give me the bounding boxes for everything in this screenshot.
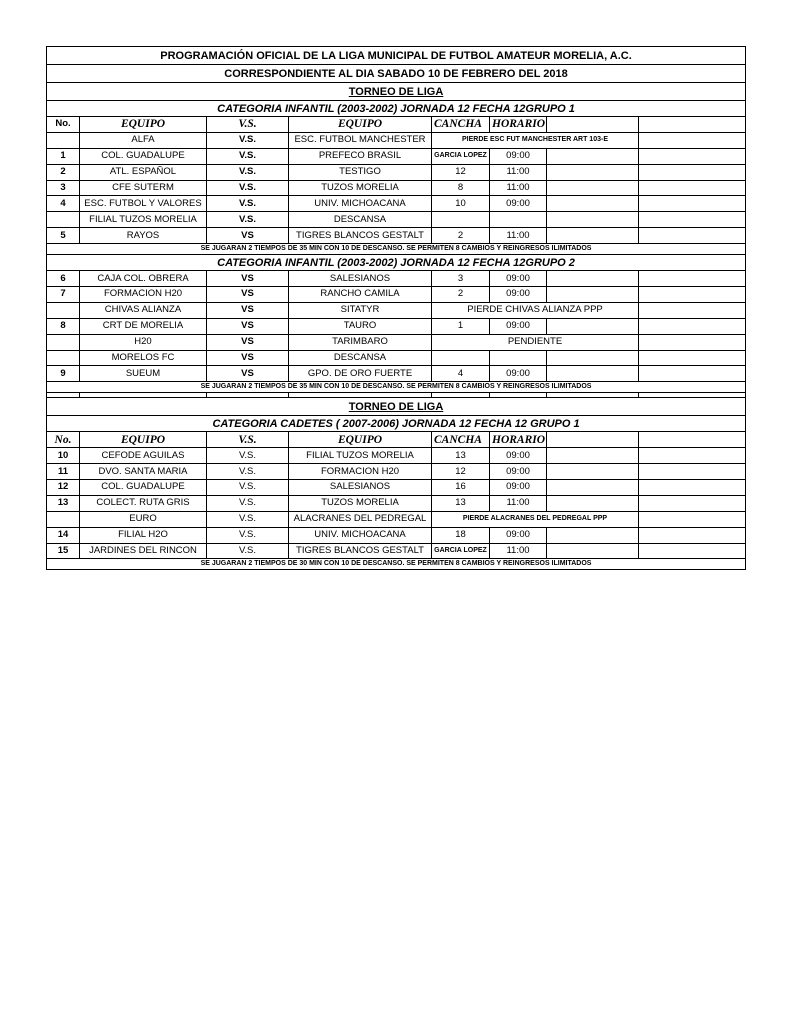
match-number [47,302,80,318]
home-team: COL. GUADALUPE [80,480,207,496]
blank-cell [639,196,746,212]
footnote: SE JUGARAN 2 TIEMPOS DE 30 MIN CON 10 DE DESCANSO. SE PERMITEN 8 CAMBIOS Y REINGRESOS ILIMITADOS [47,559,746,570]
blank-cell [547,543,639,559]
vs-label: V.S. [207,464,289,480]
away-team: DESCANSA [289,350,432,366]
blank-cell [639,148,746,164]
home-team: JARDINES DEL RINCON [80,543,207,559]
torneo-label: TORNEO DE LIGA [47,398,746,416]
blank-cell [639,132,746,148]
blank-cell [547,350,639,366]
match-note: PIERDE ESC FUT MANCHESTER ART 103-E [432,132,639,148]
away-team: UNIV. MICHOACANA [289,196,432,212]
horario-value: 11:00 [490,495,547,511]
match-number: 11 [47,464,80,480]
blank-cell [639,543,746,559]
home-team: CEFODE AGUILAS [80,448,207,464]
match-number: 3 [47,180,80,196]
match-row [47,271,746,287]
match-number [47,511,80,527]
match-row [47,448,746,464]
home-team: FILIAL H2O [80,527,207,543]
cancha-value: 16 [432,480,490,496]
match-row [47,495,746,511]
match-row [47,164,746,180]
footnote: SE JUGARAN 2 TIEMPOS DE 35 MIN CON 10 DE DESCANSO. SE PERMITEN 8 CAMBIOS Y REINGRESOS ILIMITADOS [47,382,746,393]
match-number: 2 [47,164,80,180]
horario-value [490,350,547,366]
blank-cell [547,196,639,212]
away-team: RANCHO CAMILA [289,287,432,303]
blank-cell [547,432,639,448]
blank-cell [639,480,746,496]
blank-cell [547,448,639,464]
horario-value: 09:00 [490,480,547,496]
match-row [47,180,746,196]
cancha-value: 10 [432,196,490,212]
blank-cell [547,117,639,133]
schedule-body [47,47,746,570]
home-team: COL. GUADALUPE [80,148,207,164]
blank-cell [639,511,746,527]
vs-label: V.S. [207,164,289,180]
match-row [47,318,746,334]
vs-label: V.S. [207,495,289,511]
blank-cell [547,480,639,496]
away-team: UNIV. MICHOACANA [289,527,432,543]
header-horario: HORARIO [490,117,547,133]
away-team: TIGRES BLANCOS GESTALT [289,543,432,559]
home-team: ATL. ESPAÑOL [80,164,207,180]
match-row [47,350,746,366]
home-team: ESC. FUTBOL Y VALORES [80,196,207,212]
match-note: PIERDE ALACRANES DEL PEDREGAL PPP [432,511,639,527]
match-row [47,366,746,382]
away-team: FILIAL TUZOS MORELIA [289,448,432,464]
blank-cell [639,334,746,350]
page-subtitle: CORRESPONDIENTE AL DIA SABADO 10 DE FEBRERO DEL 2018 [47,65,746,83]
blank-cell [547,228,639,244]
horario-value [490,212,547,228]
vs-label: VS [207,318,289,334]
blank-cell [639,495,746,511]
blank-cell [547,212,639,228]
header-cancha: CANCHA [432,432,490,448]
vs-label: VS [207,271,289,287]
horario-value: 11:00 [490,228,547,244]
home-team: RAYOS [80,228,207,244]
match-number: 14 [47,527,80,543]
blank-cell [639,527,746,543]
blank-cell [547,271,639,287]
away-team: TARIMBARO [289,334,432,350]
horario-value: 09:00 [490,366,547,382]
blank-cell [639,228,746,244]
vs-label: VS [207,287,289,303]
blank-cell [639,350,746,366]
match-row [47,543,746,559]
blank-cell [639,180,746,196]
away-team: SALESIANOS [289,271,432,287]
vs-label: VS [207,350,289,366]
vs-label: V.S. [207,148,289,164]
cancha-value: 18 [432,527,490,543]
blank-cell [639,271,746,287]
cancha-value: GARCIA LOPEZ [432,543,490,559]
match-number: 8 [47,318,80,334]
blank-cell [547,287,639,303]
blank-cell [547,495,639,511]
vs-label: VS [207,228,289,244]
vs-label: V.S. [207,448,289,464]
horario-value: 09:00 [490,287,547,303]
home-team: CAJA COL. OBRERA [80,271,207,287]
home-team: DVO. SANTA MARIA [80,464,207,480]
vs-label: V.S. [207,212,289,228]
blank-cell [639,287,746,303]
category-title: CATEGORIA INFANTIL (2003-2002) JORNADA 12 FECHA 12GRUPO 2 [47,255,746,271]
blank-cell [639,464,746,480]
vs-label: VS [207,366,289,382]
home-team: CHIVAS ALIANZA [80,302,207,318]
header-equipo: EQUIPO [80,432,207,448]
torneo-label: TORNEO DE LIGA [47,83,746,101]
horario-value: 11:00 [490,164,547,180]
cancha-value: 13 [432,448,490,464]
page-title: PROGRAMACIÓN OFICIAL DE LA LIGA MUNICIPAL DE FUTBOL AMATEUR MORELIA, A.C. [47,47,746,65]
match-number [47,334,80,350]
match-row [47,228,746,244]
match-row [47,464,746,480]
vs-label: V.S. [207,132,289,148]
match-number [47,132,80,148]
blank-cell [547,164,639,180]
horario-value: 09:00 [490,448,547,464]
away-team: TESTIGO [289,164,432,180]
home-team: MORELOS FC [80,350,207,366]
cancha-value: 12 [432,164,490,180]
home-team: COLECT. RUTA GRIS [80,495,207,511]
vs-label: VS [207,302,289,318]
blank-cell [547,464,639,480]
category-title: CATEGORIA INFANTIL (2003-2002) JORNADA 12 FECHA 12GRUPO 1 [47,101,746,117]
blank-cell [547,366,639,382]
horario-value: 09:00 [490,148,547,164]
header-equipo: EQUIPO [289,117,432,133]
away-team: TAURO [289,318,432,334]
match-row [47,287,746,303]
home-team: H20 [80,334,207,350]
match-row [47,196,746,212]
match-row [47,527,746,543]
home-team: FILIAL TUZOS MORELIA [80,212,207,228]
match-number: 5 [47,228,80,244]
horario-value: 09:00 [490,464,547,480]
horario-value: 09:00 [490,271,547,287]
horario-value: 11:00 [490,180,547,196]
match-note: PIERDE CHIVAS ALIANZA PPP [432,302,639,318]
cancha-value: 3 [432,271,490,287]
footnote: SE JUGARAN 2 TIEMPOS DE 35 MIN CON 10 DE DESCANSO. SE PERMITEN 8 CAMBIOS Y REINGRESOS ILIMITADOS [47,244,746,255]
cancha-value: GARCIA LOPEZ [432,148,490,164]
away-team: PREFECO BRASIL [289,148,432,164]
blank-cell [547,318,639,334]
vs-label: V.S. [207,480,289,496]
home-team: CFE SUTERM [80,180,207,196]
away-team: TIGRES BLANCOS GESTALT [289,228,432,244]
blank-cell [639,117,746,133]
match-number: 9 [47,366,80,382]
match-row [47,334,746,350]
header-equipo: EQUIPO [80,117,207,133]
match-note: PENDIENTE [432,334,639,350]
vs-label: VS [207,334,289,350]
horario-value: 11:00 [490,543,547,559]
header-horario: HORARIO [490,432,547,448]
match-number: 1 [47,148,80,164]
match-number: 10 [47,448,80,464]
cancha-value: 2 [432,228,490,244]
match-number: 15 [47,543,80,559]
away-team: SITATYR [289,302,432,318]
blank-cell [547,527,639,543]
match-row [47,212,746,228]
match-number: 13 [47,495,80,511]
blank-cell [547,180,639,196]
schedule-table [46,46,746,570]
blank-cell [547,148,639,164]
header-vs: V.S. [207,117,289,133]
blank-cell [639,366,746,382]
match-number: 12 [47,480,80,496]
blank-cell [639,432,746,448]
horario-value: 09:00 [490,196,547,212]
blank-cell [639,212,746,228]
away-team: FORMACION H20 [289,464,432,480]
home-team: ALFA [80,132,207,148]
vs-label: V.S. [207,511,289,527]
home-team: EURO [80,511,207,527]
blank-cell [639,448,746,464]
header-vs: V.S. [207,432,289,448]
schedule-sheet [46,46,745,570]
home-team: FORMACION H20 [80,287,207,303]
cancha-value [432,350,490,366]
away-team: SALESIANOS [289,480,432,496]
away-team: GPO. DE ORO FUERTE [289,366,432,382]
cancha-value: 1 [432,318,490,334]
away-team: ALACRANES DEL PEDREGAL [289,511,432,527]
cancha-value: 13 [432,495,490,511]
vs-label: V.S. [207,196,289,212]
match-row [47,480,746,496]
vs-label: V.S. [207,527,289,543]
blank-cell [639,318,746,334]
cancha-value: 2 [432,287,490,303]
cancha-value: 4 [432,366,490,382]
cancha-value: 8 [432,180,490,196]
match-number: 4 [47,196,80,212]
away-team: DESCANSA [289,212,432,228]
cancha-value: 12 [432,464,490,480]
away-team: TUZOS MORELIA [289,180,432,196]
match-number [47,350,80,366]
header-equipo: EQUIPO [289,432,432,448]
match-row [47,302,746,318]
blank-cell [639,164,746,180]
home-team: SUEUM [80,366,207,382]
match-number: 6 [47,271,80,287]
away-team: TUZOS MORELIA [289,495,432,511]
match-number: 7 [47,287,80,303]
header-no: No. [47,432,80,448]
horario-value: 09:00 [490,527,547,543]
match-number [47,212,80,228]
match-row [47,511,746,527]
match-row [47,148,746,164]
vs-label: V.S. [207,180,289,196]
category-title: CATEGORIA CADETES ( 2007-2006) JORNADA 12 FECHA 12 GRUPO 1 [47,416,746,432]
horario-value: 09:00 [490,318,547,334]
cancha-value [432,212,490,228]
match-row [47,132,746,148]
vs-label: V.S. [207,543,289,559]
header-no: No. [47,117,80,133]
away-team: ESC. FUTBOL MANCHESTER [289,132,432,148]
blank-cell [639,302,746,318]
header-cancha: CANCHA [432,117,490,133]
home-team: CRT DE MORELIA [80,318,207,334]
